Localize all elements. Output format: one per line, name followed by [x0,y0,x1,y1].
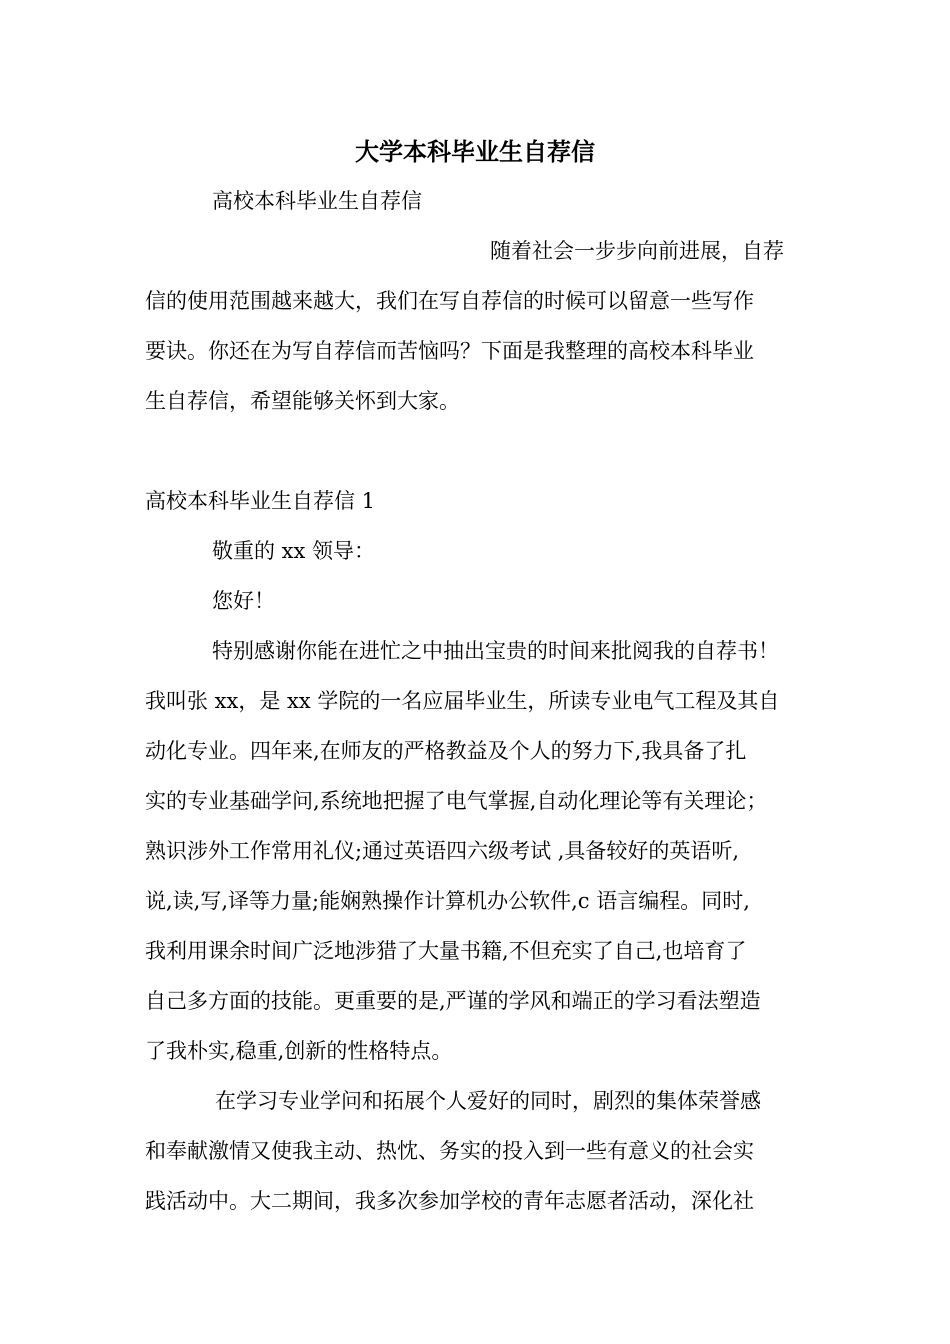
paragraph-line: 说,读,写,译等力量;能娴熟操作计算机办公软件,c 语言编程。同时, [145,889,750,913]
intro-line: 生自荐信，希望能够关怀到大家。 [145,389,460,413]
greeting: 您好！ [212,589,275,613]
paragraph-line: 熟识涉外工作常用礼仪;通过英语四六级考试 ,具备较好的英语听, [145,839,740,863]
paragraph-line: 动化专业。四年来,在师友的严格教益及个人的努力下,我具备了扎 [145,739,747,763]
paragraph-line: 自己多方面的技能。更重要的是,严谨的学风和端正的学习看法塑造 [145,989,761,1013]
paragraph-line: 我利用课余时间广泛地涉猎了大量书籍,不但充实了自己,也培育了 [145,939,747,963]
section-heading: 高校本科毕业生自荐信 1 [145,489,376,513]
paragraph-line: 在学习专业学问和拓展个人爱好的同时，剧烈的集体荣誉感 [215,1089,761,1113]
intro-line: 信的使用范围越来越大，我们在写自荐信的时候可以留意一些写作 [145,289,754,313]
paragraph-line: 和奉献激情又使我主动、热忱、务实的投入到一些有意义的社会实 [145,1139,754,1163]
intro-line: 要诀。你还在为写自荐信而苦恼吗？下面是我整理的高校本科毕业 [145,339,754,363]
paragraph-line: 了我朴实,稳重,创新的性格特点。 [145,1039,453,1063]
paragraph-line: 我叫张 xx，是 xx 学院的一名应届毕业生，所读专业电气工程及其自 [145,689,780,713]
document-title: 大学本科毕业生自荐信 [355,137,595,166]
subtitle: 高校本科毕业生自荐信 [212,189,422,213]
intro-line: 随着社会一步步向前进展，自荐 [490,239,784,263]
salutation: 敬重的 xx 领导： [212,539,376,563]
paragraph-line: 践活动中。大二期间，我多次参加学校的青年志愿者活动，深化社 [145,1189,754,1213]
paragraph-line: 特别感谢你能在进忙之中抽出宝贵的时间来批阅我的自荐书！ [212,639,779,663]
paragraph-line: 实的专业基础学问,系统地把握了电气掌握,自动化理论等有关理论； [145,789,768,813]
